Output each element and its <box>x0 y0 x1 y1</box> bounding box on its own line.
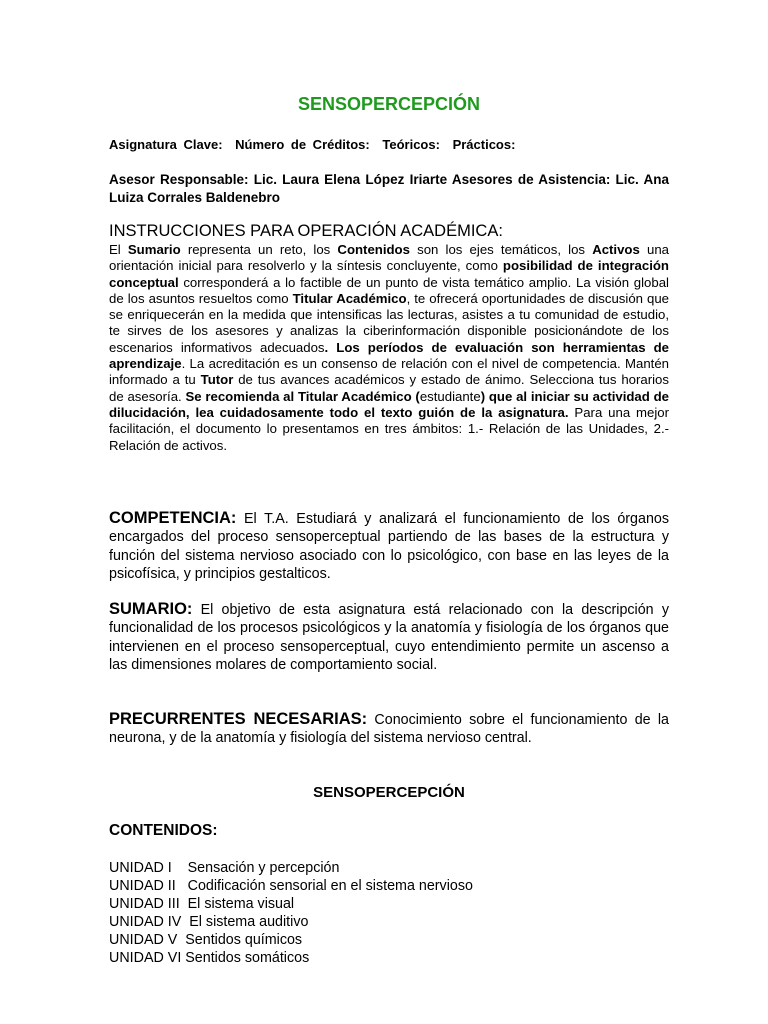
instr-text: Para una mejor facilitación, el documento lo presentamos en tres ámbitos: 1.- Relación de las Unidades, 2.- Relación de activos. <box>109 404 669 453</box>
instructions-body <box>109 242 669 454</box>
competencia-section <box>109 509 669 583</box>
subtitle: SENSOPERCEPCIÓN <box>313 784 465 801</box>
instr-bold: Los períodos de evaluación son herramientas de aprendizaje <box>109 339 670 372</box>
instr-bold: Contenidos <box>337 242 410 257</box>
unit-item: UNIDAD III El sistema visual <box>109 896 295 912</box>
meta-practicos: Prácticos: <box>452 137 516 152</box>
course-meta <box>109 137 669 152</box>
instr-text: corresponderá a lo factible de un punto de vista temático amplio. La visión global de los asuntos resueltos como <box>109 274 669 306</box>
meta-clave: Asignatura Clave: <box>109 137 223 152</box>
meta-creditos: Número de Créditos: <box>235 137 370 152</box>
sumario-heading: SUMARIO: <box>109 600 193 618</box>
instr-bold: Se recomienda al Titular Académico ( <box>185 388 420 404</box>
instr-bold: Activos <box>592 242 640 257</box>
precurrentes-section <box>109 710 669 748</box>
instr-text: una orientación inicial para resolverlo y la síntesis concluyente, como <box>109 242 669 274</box>
instructions-heading: INSTRUCCIONES PARA OPERACIÓN ACADÉMICA: <box>109 222 503 240</box>
instr-bold: posibilidad de integración conceptual <box>109 258 669 290</box>
instr-text: estudiante <box>419 388 481 404</box>
instr-text: , te ofrecerá oportunidades de discusión que se enriquecerán en la medida que intensificas las lecturas, asistes a tu comunidad de estudio, te sirves de los asesores y analizas la ciberinformación disponible posicionándote de los escenarios informativos adecuados <box>109 290 670 355</box>
advisor-info: Asesor Responsable: Lic. Laura Elena López Iriarte Asesores de Asistencia: Lic. Ana Luiza Corrales Baldenebro <box>109 172 669 205</box>
contenidos-heading: CONTENIDOS: <box>109 822 218 839</box>
unit-item: UNIDAD I Sensación y percepción <box>109 860 340 876</box>
precurrentes-text: Conocimiento sobre el funcionamiento de la neurona, y de la anatomía y fisiología del sistema nervioso central. <box>109 712 669 747</box>
unit-item: UNIDAD IV El sistema auditivo <box>109 914 309 930</box>
units-list <box>109 859 473 967</box>
instr-bold: ) que al iniciar su actividad de dilucidación, lea cuidadosamente todo el texto guión de la asignatura. <box>109 388 669 420</box>
instr-bold: . <box>324 339 329 355</box>
instr-bold: Sumario <box>127 242 181 257</box>
sumario-section <box>109 600 669 674</box>
unit-item: UNIDAD V Sentidos químicos <box>109 932 303 948</box>
instr-text: son los ejes temáticos, los <box>409 242 593 257</box>
instr-text: . La acreditación es un consenso de relación con el nivel de competencia. Mantén informado a tu <box>109 356 669 388</box>
sumario-text: El objetivo de esta asignatura está relacionado con la descripción y funcionalidad de los procesos psicológicos y la anatomía y fisiología de los órganos que intervienen en el proceso sensoperceptual, cuyo entendimiento permite un ascenso a las dimensiones molares de comportamiento social. <box>109 602 669 673</box>
instr-text: representa un reto, los <box>180 242 338 257</box>
document-title: SENSOPERCEPCIÓN <box>297 94 481 114</box>
meta-teoricos: Teóricos: <box>382 137 440 152</box>
instr-bold: Tutor <box>200 372 234 388</box>
instr-text: de tus avances académicos y estado de ánimo. Selecciona tus horarios de asesoría. <box>109 372 669 404</box>
instr-bold: Titular Académico <box>292 290 407 306</box>
unit-item: UNIDAD II Codificación sensorial en el sistema nervioso <box>109 878 473 894</box>
unit-item: UNIDAD VI Sentidos somáticos <box>109 950 310 966</box>
competencia-text: El T.A. Estudiará y analizará el funcionamiento de los órganos encargados del proceso sensoperceptual partiendo de las bases de la estructura y función del sistema nervioso asociado con lo psicológico, con base en las leyes de la psicofísica, y principios gestalticos. <box>109 511 669 582</box>
competencia-heading: COMPETENCIA: <box>109 509 237 527</box>
precurrentes-heading: PRECURRENTES NECESARIAS: <box>109 710 368 728</box>
instr-text: El <box>109 242 128 257</box>
